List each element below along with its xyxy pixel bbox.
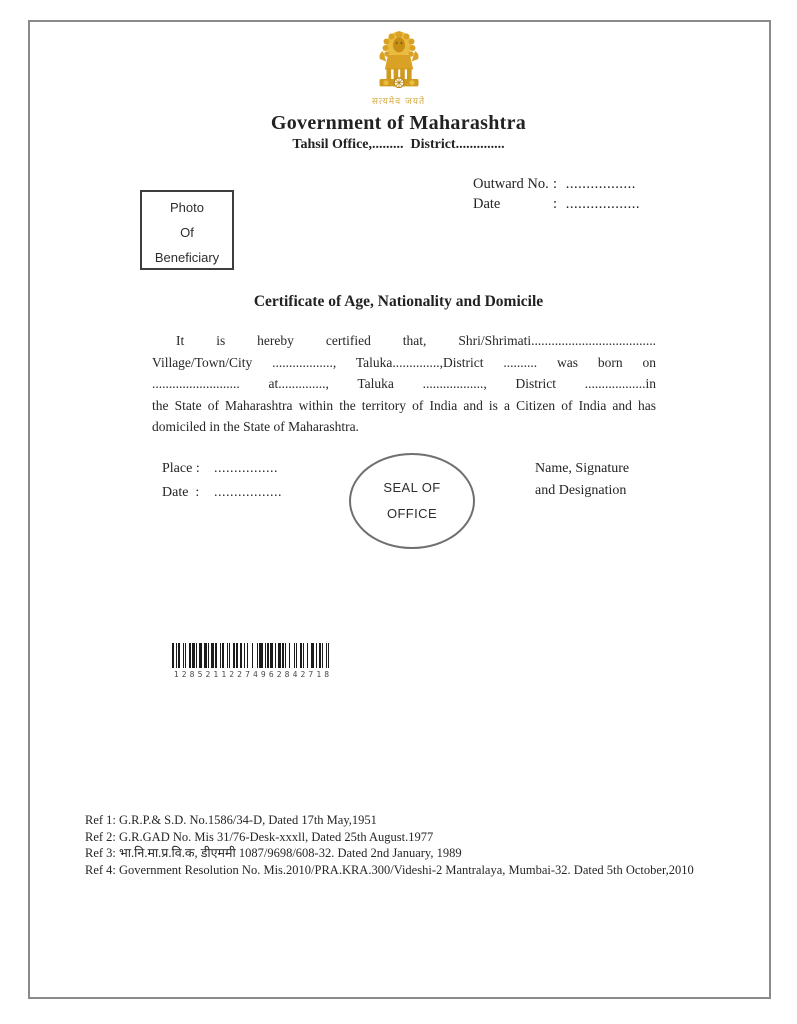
certificate-body	[152, 330, 656, 438]
certificate-body-line: It is hereby certified that, Shri/Shrimati.....................................	[176, 333, 656, 348]
certificate-body-line: the State of Maharashtra within the territory of India and is a Citizen of India and has	[152, 397, 656, 413]
seal-line1: SEAL OF	[383, 480, 441, 495]
place-date-block	[162, 457, 282, 505]
photo-box-line2: Of	[180, 225, 194, 240]
references-block	[85, 812, 725, 878]
outward-meta-block	[473, 176, 640, 216]
place-value: ................	[214, 461, 278, 476]
date-label: Date	[473, 196, 501, 212]
date-row	[473, 196, 640, 216]
outward-no-value: : .................	[553, 176, 636, 192]
photo-of-beneficiary-box	[140, 190, 234, 270]
certificate-title: Certificate of Age, Nationality and Domicile	[253, 293, 544, 310]
certificate-body-line: domiciled in the State of Maharashtra.	[152, 419, 359, 434]
barcode-number: 12852112274962842718	[173, 670, 333, 679]
emblem-motto: सत्यमेव जयते	[371, 97, 426, 107]
office-subtitle: Tahsil Office,......... District..............	[292, 137, 505, 152]
sign-date-value: .................	[214, 485, 282, 500]
barcode	[172, 643, 332, 668]
place-row	[162, 457, 282, 481]
date-value: : ..................	[553, 196, 641, 212]
signature-block	[535, 458, 629, 502]
certificate-body-line: Village/Town/City .................., Taluka..............,District .......... was born on	[152, 354, 656, 370]
sign-date-label: Date :	[162, 485, 200, 500]
emblem-block	[0, 28, 797, 107]
national-emblem-icon	[370, 75, 428, 92]
reference-line: Ref 3: भा.नि.मा.प्र.वि.क, डीएममी 1087/9698/608-32. Dated 2nd January, 1989	[85, 846, 462, 860]
reference-line: Ref 4: Government Resolution No. Mis.2010/PRA.KRA.300/Videshi-2 Mantralaya, Mumbai-32. Dated 5th October,2010	[85, 862, 694, 877]
outward-no-row	[473, 176, 640, 196]
seal-of-office	[349, 453, 475, 549]
page-title: Government of Maharashtra	[270, 112, 527, 134]
reference-line: Ref 1: G.R.P.& S.D. No.1586/34-D, Dated 17th May,1951	[85, 813, 377, 827]
photo-box-line1: Photo	[170, 200, 204, 215]
sign-date-row	[162, 481, 282, 505]
signature-line1: Name, Signature	[535, 461, 630, 476]
place-label: Place :	[162, 461, 200, 476]
seal-line2: OFFICE	[386, 506, 438, 521]
certificate-body-line: .......................... at.............., Taluka .................., District ..................in	[152, 376, 656, 391]
outward-no-label: Outward No.	[473, 176, 549, 192]
reference-line: Ref 2: G.R.GAD No. Mis 31/76-Desk-xxxll, Dated 25th August.1977	[85, 829, 434, 844]
photo-box-line3: Beneficiary	[154, 250, 220, 265]
signature-line2: and Designation	[535, 483, 627, 498]
